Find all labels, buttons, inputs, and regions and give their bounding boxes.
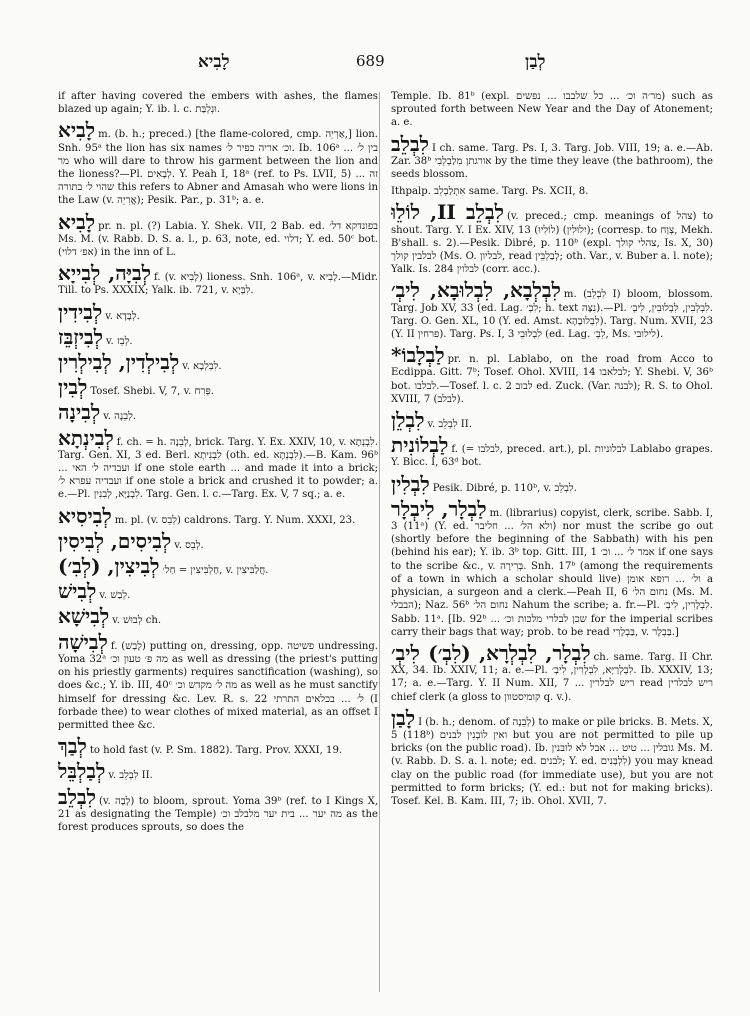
entry-headword: לִבְלִין <box>391 471 430 496</box>
entry-definition: v. לִבְלְבָא. <box>182 361 222 373</box>
dictionary-entry <box>58 90 378 116</box>
entry-definition: v. לְבֵס. <box>174 539 204 551</box>
entry-definition: Temple. Ib. 81ᵇ (expl. מר׳ה וכ׳ ... כל שלבבו ... נפשים) such as sprouted forth between New Year and the Day of Atonement; a. e. <box>391 91 713 129</box>
dictionary-entry <box>58 425 378 502</box>
entry-headword: לְבִיסִים, לְבִיסִין <box>58 528 172 553</box>
entry-headword: לִבְלֵב <box>58 784 96 809</box>
entry-headword: לְבִישׁ <box>58 579 97 604</box>
entry-definition: v. לְבוּשׁ ch. <box>112 615 162 627</box>
entry-definition: (v. preced.; cmp. meanings of צהל) to shout. Targ. Y. I Ex. XIV, 13 (לוֹלִיוּ) (יִלוּלִין); (corresp. to צְוַח, Mekh. B'shall. s. 2).—Pesik. Dibré, p. 110ᵇ (expl. צהלי קולך, Is. X, 30) לבלבין קולך (Ms. O. לבליון, read לְבַלְבֵּין; oth. Var., v. Buber a. l. note); Yalk. Is. 284 לבלוין (corr. acc.). <box>391 211 713 276</box>
entry-headword: לָבִיא <box>58 118 96 143</box>
dictionary-entry <box>391 202 713 276</box>
dictionary-entry <box>58 209 378 260</box>
dictionary-entry <box>58 503 378 528</box>
entry-headword: לִבְלֵב II, לוֹלֵוּ <box>391 200 504 225</box>
entry-definition: m. (b. h.; preced.) [the flame-colored, cmp. אַרְיֵה,] lion. Snh. 95ᵃ the lion has six names וכ׳ אריה כפיר ל׳. Ib. 106ᵃ בין ל׳ ... מר who will dare to throw his garment between the lion and the lioness?—Pl. לְבָאִים. Y. Peah I, 18ᵃ (ref. to Ps. LVII, 5) זה ... שהוי ל׳ בתורה this refers to Abner and Amasah who were lions in the Law (v. אֲרִיֵה); Pesik. Par., p. 31ᵇ; a. e. <box>58 129 378 207</box>
entry-headword: לַבְלוֹנִית <box>391 433 449 458</box>
dictionary-entry <box>391 90 713 130</box>
dictionary-entry <box>58 606 378 627</box>
entry-definition: m. (לִבְלֵב I) bloom, blossom. Targ. Job XV, 33 (ed. Lag. לִבְ׳; h. text נִצָּה).—Pl. לִבְלְבִין, לִבְלוּבִין, לִיבְ׳. Targ. O. Gen. XL, 10 (Y. ed. Amst. לִבְלוּבָהָא). Targ. Num. XVII, 23 (Y. II פרחין). Targ. Ps. I, 3 לִבְלוּבֵי (ed. Lag. לִבְ׳, Ms. לילובי). <box>391 289 713 341</box>
dictionary-entry <box>58 784 378 835</box>
dictionary-entry <box>58 556 378 577</box>
entry-definition: pr. n. pl. (?) Labia. Y. Shek. VII, 2 Bab. ed. בפונדקא דל׳ Ms. M. (v. Rabb. D. S. a. l., p. 63, note, ed. דלוי; Y. ed. 50ᶜ bot. (אפ׳ דלוי) in the inn of L. <box>58 220 378 259</box>
entry-definition: if after having covered the embers with ashes, the flames blazed up again; Y. ib. l. c. וּנְלְבַּת. <box>58 91 378 116</box>
dictionary-entry <box>391 496 713 639</box>
entry-definition: f. (v. לָבִיא) lioness. Snh. 106ᵃ, v. לָבִיא.—Midr. Till. to Ps. XXXIX; Yalk. ib. 721, v. לִבְּיָא. <box>58 272 378 297</box>
entry-headword: לְבִיזְבֵּז <box>58 324 104 349</box>
entry-headword: לְבִיסִיא <box>58 503 112 528</box>
entry-definition: f. (לָבַשׁ) putting on, dressing, opp. פשיטה undressing. Yoma 32ᵃ מה פ׳ טעון וכ׳ as well as dressing (the priest's putting on his priestly garments) requires sanctification (washing), so does &c.; Y. ib. III, 40ᶜ מה ל׳ מקדש וכ׳ as well as he must sanctify himself for dressing &c. Lev. R. s. 22 ל׳ ... בכלאים התרתי (I forbade thee) to wear clothes of mixed material, as an offset I permitted thee &c. <box>58 640 378 731</box>
entry-definition: f. ch. = h. לְבֵנָה, brick. Targ. Y. Ex. XXIV, 10, v. לִבְנְתָא. Targ. Gen. XI, 3 ed. Berl. לִבְנִיתָא (oth. ed. לִבְנְתָא).—B. Kam. 96ᵇ ... ועבדיה ל׳ האי if one stole earth ... and made it into a brick; ועבדיה עפרא ל׳ if one stole a brick and crushed it to powder; a. e.—Pl. לִבְנַיָּא, לְבִנִין. Targ. Gen. l. c.—Targ. Ex. V, 7 sq.; a. e. <box>58 436 378 501</box>
entry-definition: v. לִבְלֵב II. <box>427 419 472 431</box>
entry-definition: (v. לָבָה) to bloom, sprout. Yoma 39ᵇ (ref. to I Kings X, 21 as designating the Temple) מה יער ... בית יער מלבלב וכ׳ as the forest produces sprouts, so does the <box>58 795 378 833</box>
entry-definition: Tosef. Shebi. V, 7, v. פְּרִח. <box>90 386 214 398</box>
entry-headword: לְבִיצִין, (לְבִ׳) <box>58 554 160 579</box>
entry-headword: לִבְלְבָא, לִבְלוּבָא, לִיבְ׳ <box>391 278 561 303</box>
dictionary-entry <box>391 435 713 469</box>
entry-headword: לַבְלָבוֹ* <box>391 343 445 368</box>
page-number: 689 <box>356 52 385 70</box>
left-running-headword: לָבִיא <box>198 52 230 72</box>
entry-headword: לְבַלְבֵּל <box>58 759 106 784</box>
dictionary-entry <box>391 640 713 704</box>
entry-definition: to hold fast (v. P. Sm. 1882). Targ. Prov. XXXI, 19. <box>89 745 343 757</box>
entry-headword: לִבְלֵן <box>391 408 425 433</box>
entry-definition: Ithpalp. אִתְלַבְלֵב same. Targ. Ps. XCII, 8. <box>391 186 589 198</box>
right-running-headword: לְבַן <box>525 52 546 72</box>
entry-headword: לְבִינְתָא <box>58 425 114 450</box>
entry-definition: I ch. same. Targ. Ps. I, 3. Targ. Job. VIII, 19; a. e.—Ab. Zar. 38ᵇ אורגתן מִלַבְלְבִי by the time they leave (the bathroom), the seeds blossom. <box>391 142 713 181</box>
entry-definition: pr. n. pl. Lablabo, on the road from Acco to Ecdippa. Gitt. 7ᵇ; Tosef. Ohol. XVIII, 14 לבלאבו; Y. Shebi. V, 36ᵇ bot. לבלבו.—Tosef. l. c. 2 לבוב ed. Zuck. (Var. לבנה); R. S. to Ohol. XVIII, 7 (לבלב). <box>391 354 713 405</box>
entry-definition: ch. same. Targ. II Chr. XX, 34. Ib. XXIV, 11; a. e.—Pl. לִבְלְרַיָּא, לִבְלְרִין, לִיבְ׳. Ib. XXXIV, 13; 17; a. e.—Targ. Y. II Num. XII, 7 ... ריש לבלרין read ריש לבלרין chief clerk (a gloss to קומיסטוון q. v.). <box>391 651 713 703</box>
entry-headword: לְבִישָׁה <box>58 629 108 654</box>
entry-headword: לַבְלָר, לִיבְלָר <box>391 496 487 521</box>
dictionary-entry <box>58 299 378 324</box>
entry-definition: v. לְבֵז. <box>106 335 133 347</box>
entry-definition: v. לְבָדָא. <box>105 310 140 322</box>
dictionary-entry <box>391 280 713 341</box>
entry-headword: לְבִינָה <box>58 400 101 425</box>
entry-headword: לִבְלֵב <box>391 131 429 156</box>
dictionary-entry <box>58 352 378 373</box>
dictionary-entry <box>391 131 713 182</box>
entry-headword: לְבִידִין <box>58 299 103 324</box>
entry-definition: Pesik. Dibré, p. 110ᵇ, v. לִבְלֵב. <box>432 482 577 494</box>
right-column <box>391 90 713 998</box>
entry-headword: לָבַן <box>391 705 416 730</box>
entry-definition: f. (= לבלבו, preced. art.), pl. לבלוניות Lablabo grapes. Y. Bicc. I, 63ᵈ bot. <box>391 444 713 469</box>
entry-definition: חַלְבִּיצִין = חַל׳, v. חֲלַבִּיצִין. <box>162 565 269 577</box>
entry-definition: m. pl. (v. לְבֵס) caldrons. Targ. Y. Num. XXXI, 23. <box>114 514 356 526</box>
entry-definition: v. לִבְלֵב II. <box>108 770 153 782</box>
dictionary-entry <box>58 528 378 553</box>
dictionary-entry <box>391 705 713 808</box>
dictionary-entry <box>58 581 378 602</box>
running-head <box>0 52 750 76</box>
dictionary-entry <box>391 410 713 431</box>
dictionary-entry <box>58 263 378 297</box>
entry-definition: v. לְבַשׁ. <box>99 590 131 602</box>
entry-headword: לְבַךְ <box>58 734 87 759</box>
left-column <box>58 90 378 998</box>
column-divider <box>379 92 380 992</box>
dictionary-entry <box>58 736 378 757</box>
entry-headword: לְבִין <box>58 375 88 400</box>
entry-definition: v. לְבֵנָה. <box>103 411 137 423</box>
dictionary-entry <box>391 345 713 406</box>
dictionary-entry <box>58 761 378 782</box>
entry-headword: לְבִישָׁא <box>58 604 110 629</box>
dictionary-entry <box>391 471 713 496</box>
dictionary-entry <box>58 120 378 207</box>
entry-headword: לְבִילְדִין, לְבִילְרִין <box>58 350 180 375</box>
entry-definition: I (b. h.; denom. of לְבֵנָה) to make or pile bricks. B. Mets. X, 5 (118ᵇ) ואין לוֹבְנִין לבנים but you are not permitted to pile up bricks (on the public road). Ib. גובלין ... טיט ... אבל לא לובנין Ms. M. (v. Rabb. D. S. a. l. note; ed. לבנים; Y. ed. לִלְבְּנִים) you may knead clay on the public road (for immediate use), but you are not permitted to form bricks; (Y. ed.: but not for making bricks). Tosef. Kel. B. Kam. III, 7; ib. Ohol. XVII, 7. <box>391 716 713 807</box>
dictionary-entry <box>58 324 378 349</box>
entry-definition: m. (librarius) copyist, clerk, scribe. Sabb. I, 3 (11ᵃ) (Y. ed. ולא הל׳ ... חליבר) nor must the scribe go out (shortly before the beginning of the Sabbath) with his pen (behind his ear); Y. ib. 3ᵇ top. Gitt. III, 1 אמר ל׳ ... וכ׳ if one says to the scribe &c., v. בְּרִירָה. Snh. 17ᵇ (among the requirements of a town in which a scholar should live) ול׳ ... רופא אומן a physician, a surgeon and a clerk.—Peah II, 6 נחום הל׳ (Ms. M. הבבלי); Naz. 56ᵇ נחום הל׳ Nahum the scribe; a. fr.—Pl. לִבְלָרִין, לִיבְ׳. Sabb. 11ᵃ. [Ib. 92ᵇ ... שכן לבלרי מלכות וכ׳ for the imperial scribes carry their bags that way; prob. to be read בַּבְלָרִי, v. בַּבְלָר.] <box>391 507 713 638</box>
dictionary-entry <box>58 629 378 732</box>
entry-headword: לְבִיָּה, לְבִייָא <box>58 261 151 286</box>
entry-headword: לִבְלָר, לִבְלְרָא, (לִבְ׳) לִיבְ׳ <box>391 640 591 665</box>
dictionary-entry <box>58 402 378 423</box>
dictionary-entry <box>58 377 378 398</box>
entry-headword: לָבִיא <box>58 209 96 234</box>
dictionary-entry <box>391 185 713 198</box>
